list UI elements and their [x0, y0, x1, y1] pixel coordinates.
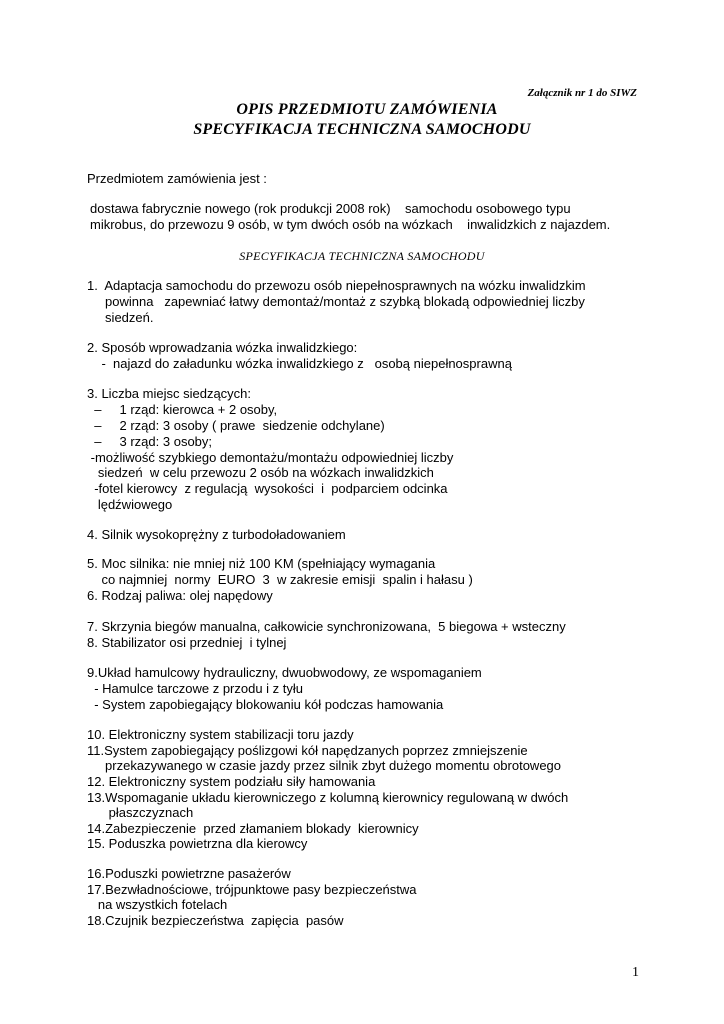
spec-line: 15. Poduszka powietrzna dla kierowcy: [87, 836, 308, 851]
spec-line: 11.System zapobiegający poślizgowi kół napędzanych poprzez zmniejszenie: [87, 743, 528, 758]
document-title: OPIS PRZEDMIOTU ZAMÓWIENIA: [236, 101, 498, 118]
spec-line: powinna zapewniać łatwy demontaż/montaż z szybką blokadą odpowiedniej liczby: [87, 294, 585, 309]
annex-label: Załącznik nr 1 do SIWZ: [527, 87, 637, 99]
spec-line: – 1 rząd: kierowca + 2 osoby,: [87, 402, 278, 417]
spec-line: 7. Skrzynia biegów manualna, całkowicie synchronizowana, 5 biegowa + wsteczny: [87, 619, 566, 634]
spec-line: 16.Poduszki powietrzne pasażerów: [87, 866, 291, 881]
spec-line: 2. Sposób wprowadzania wózka inwalidzkiego:: [87, 340, 358, 355]
intro-text: Przedmiotem zamówienia jest :: [87, 171, 267, 186]
spec-line: – 2 rząd: 3 osoby ( prawe siedzenie odchylane): [87, 418, 385, 433]
spec-line: przekazywanego w czasie jazdy przez silnik zbyt dużego momentu obrotowego: [87, 758, 562, 773]
description-line: dostawa fabrycznie nowego (rok produkcji 2008 rok) samochodu osobowego typu: [90, 201, 571, 216]
spec-line: 4. Silnik wysokoprężny z turbodoładowaniem: [87, 527, 346, 542]
spec-line: siedzeń.: [87, 310, 154, 325]
spec-heading: SPECYFIKACJA TECHNICZNA SAMOCHODU: [239, 249, 485, 263]
spec-line: płaszczyznach: [87, 805, 194, 820]
spec-line: -fotel kierowcy z regulacją wysokości i podparciem odcinka: [87, 481, 448, 496]
spec-line: co najmniej normy EURO 3 w zakresie emisji spalin i hałasu ): [87, 572, 473, 587]
document-subtitle: SPECYFIKACJA TECHNICZNA SAMOCHODU: [193, 121, 531, 138]
spec-line: - System zapobiegający blokowaniu kół podczas hamowania: [87, 697, 444, 712]
spec-line: - Hamulce tarczowe z przodu i z tyłu: [87, 681, 304, 696]
spec-line: 3. Liczba miejsc siedzących:: [87, 386, 252, 401]
spec-line: 8. Stabilizator osi przedniej i tylnej: [87, 635, 287, 650]
page-number: 1: [632, 965, 639, 980]
spec-line: – 3 rząd: 3 osoby;: [87, 434, 213, 449]
spec-line: 1. Adaptacja samochodu do przewozu osób niepełnosprawnych na wózku inwalidzkim: [87, 278, 586, 293]
spec-line: 5. Moc silnika: nie mniej niż 100 KM (spełniający wymagania: [87, 556, 436, 571]
spec-line: 10. Elektroniczny system stabilizacji toru jazdy: [87, 727, 354, 742]
spec-line: 14.Zabezpieczenie przed złamaniem blokady kierownicy: [87, 821, 419, 836]
spec-line: -możliwość szybkiego demontażu/montażu odpowiedniej liczby: [87, 450, 454, 465]
spec-line: 18.Czujnik bezpieczeństwa zapięcia pasów: [87, 913, 344, 928]
spec-line: 9.Układ hamulcowy hydrauliczny, dwuobwodowy, ze wspomaganiem: [87, 665, 482, 680]
spec-line: lędźwiowego: [87, 497, 173, 512]
spec-line: 13.Wspomaganie układu kierowniczego z kolumną kierownicy regulowaną w dwóch: [87, 790, 569, 805]
description-line: mikrobus, do przewozu 9 osób, w tym dwóch osób na wózkach inwalidzkich z najazdem.: [90, 217, 611, 232]
spec-line: na wszystkich fotelach: [87, 897, 228, 912]
spec-line: - najazd do załadunku wózka inwalidzkiego z osobą niepełnosprawną: [87, 356, 512, 371]
spec-line: 6. Rodzaj paliwa: olej napędowy: [87, 588, 273, 603]
spec-line: siedzeń w celu przewozu 2 osób na wózkach inwalidzkich: [87, 465, 434, 480]
spec-line: 12. Elektroniczny system podziału siły hamowania: [87, 774, 376, 789]
spec-line: 17.Bezwładnościowe, trójpunktowe pasy bezpieczeństwa: [87, 882, 417, 897]
